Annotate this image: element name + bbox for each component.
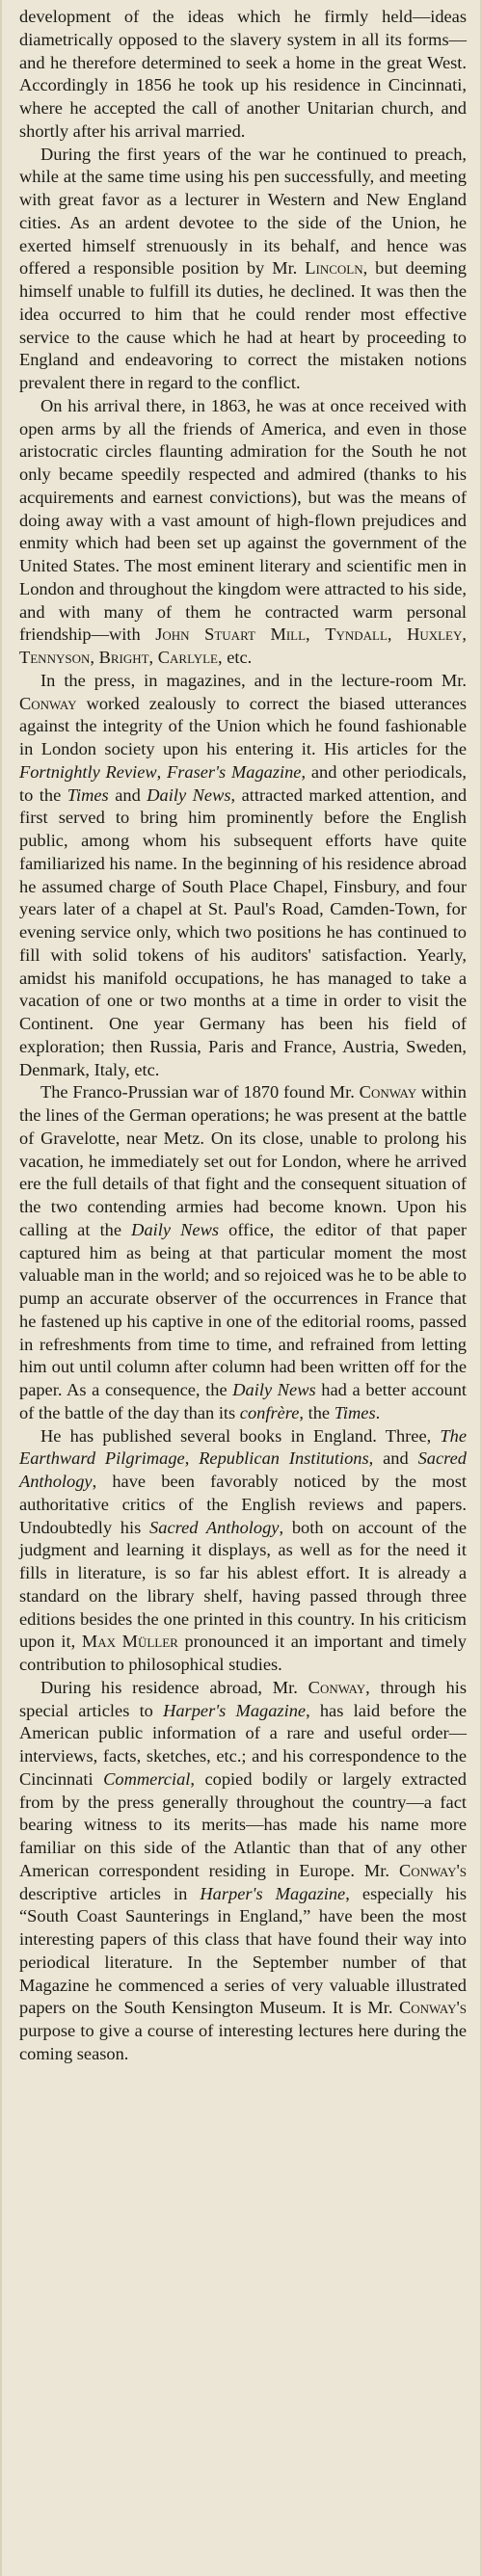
small-caps-name: Tyndall	[325, 624, 388, 645]
text-run: , have been favorably noticed by the most authoritative critics of the English reviews and papers. Undoubtedly his	[19, 1472, 467, 1537]
small-caps-name: Max Müller	[81, 1632, 178, 1652]
small-caps-name: Carlyle	[157, 648, 218, 667]
text-run: purpose to give a course of interesting lectures here during the coming season.	[19, 2021, 467, 2063]
article-paragraph	[19, 395, 467, 670]
text-run: , and	[368, 1448, 418, 1469]
italic-title: Daily News	[131, 1219, 220, 1239]
article-paragraph	[19, 1425, 467, 1677]
text-run: ,	[462, 624, 467, 645]
text-run: , attracted marked attention, and first served to bring him prominently before the English public, among whom his subsequent efforts have quite familiarized his name. In the beginning of his residence abroad he assumed charge of South Place Chapel, Finsbury, and four years later of a chapel at St. Paul's Road, Camden-Town, for evening service only, which two positions he has continued to fill with solid tokens of his auditors' satisfaction. Yearly, amidst his manifold occupations, he has managed to take a vacation of one or two months at a time in order to visit the Continent. One year Germany has been his field of exploration; then Russia, Paris and France, Austria, Sweden, Denmark, Italy, etc.	[19, 784, 468, 1079]
text-run: and	[108, 784, 147, 805]
italic-title: The Earthward Pilgrimage	[19, 1425, 467, 1469]
article-paragraph	[19, 670, 467, 1082]
italic-title: Harper's Magazine	[163, 1700, 307, 1720]
text-run: within the lines of the German operations; he was present at the battle of Gravelotte, near Metz. On its close, unable to prolong his vacation, he immediately set out for London, where he arrived ere the full details of that fight and the consequent situation of the two contending armies had become known. Upon his calling at the	[19, 1082, 467, 1239]
italic-title: Harper's Magazine	[200, 1883, 346, 1903]
text-run: , copied bodily or largely extracted from by the press generally throughout the country—a fact bearing witness to its merits—has made his name more familiar on this side of the Atlantic than that of any other American correspondent residing in Europe. Mr.	[19, 1768, 467, 1880]
text-run: ,	[148, 648, 158, 667]
text-run: The Franco-Prussian war of 1870 found Mr.	[40, 1082, 360, 1102]
italic-title: Daily News	[232, 1380, 316, 1399]
small-caps-name: Lincoln	[305, 258, 363, 279]
small-caps-name: Conway's	[399, 1998, 467, 2018]
italic-title: Sacred Anthology	[149, 1517, 280, 1537]
text-run: During the first years of the war he continued to preach, while at the same time using his pen successfully, and meeting with great favor as a lecturer in Western and New England cities. As an ardent devotee to the side of the Union, he exerted himself strenuously in its behalf, and hence was offered a responsible position by Mr.	[19, 144, 467, 279]
text-run: .	[375, 1402, 381, 1422]
small-caps-name: Conway's	[399, 1860, 467, 1880]
text-run: , the	[299, 1402, 335, 1422]
italic-title: Fortnightly Review	[19, 761, 157, 782]
text-run: office, the editor of that paper captured him as being at that particular moment the most valuable man in the world; and so rejoiced was he to be able to pump an accurate observer of the occurrences in France that he fastened up his captive in one of the editorial rooms, passed in refreshments from time to time, and refrained from letting him out until column after column had been written off for the paper. As a consequence, the	[19, 1219, 468, 1399]
text-run: pronounced it an important and timely contribution to philosophical studies.	[19, 1632, 467, 1674]
small-caps-name: Conway	[359, 1082, 417, 1102]
small-caps-name: Conway	[308, 1677, 366, 1697]
italic-title: Daily News	[147, 784, 231, 805]
text-run: In the press, in magazines, and in the lecture-room Mr.	[40, 670, 467, 690]
small-caps-name: Conway	[19, 693, 77, 713]
text-run: , has laid before the American public information of a rare and useful order—interviews, facts, sketches, etc.; and his correspondence to the Cincinnati	[19, 1700, 467, 1789]
italic-title: Sacred Anthology	[19, 1448, 467, 1491]
text-run: On his arrival there, in 1863, he was at once received with open arms by all the friends of America, and even in those aristocratic circles flaunting admiration for the South he not only became speedily respected and admired (thanks to his acquirements and earnest convictions), but was the means of doing away with a vast amount of high-flown prejudices and enmity which had been set up against the government of the United States. The most eminent literary and scientific men in London and throughout the kingdom were attracted to his side, and with many of them he contracted warm personal friendship—with	[19, 395, 467, 645]
article-paragraph	[19, 144, 467, 395]
italic-title: Republican Institutions	[199, 1448, 369, 1469]
text-run: ,	[387, 624, 408, 645]
article-paragraph	[19, 1081, 467, 1424]
text-run: ,	[306, 624, 326, 645]
text-run: had a better account of the battle of the day than its	[19, 1380, 468, 1422]
italic-title: Fraser's Magazine	[167, 761, 302, 782]
text-run: development of the ideas which he firmly held—ideas diametrically opposed to the slavery system in all its forms—and he therefore determined to seek a home in the great West. Accordingly in 1856 he took up his residence in Cincinnati, where he accepted the call of another Unitarian church, and shortly after his arrival married.	[19, 7, 467, 141]
italic-title: Times	[67, 784, 109, 805]
text-run: ,	[184, 1448, 200, 1469]
text-run: During his residence abroad, Mr.	[40, 1677, 308, 1697]
text-run: , and other periodicals, to the	[19, 761, 467, 805]
italic-title: Times	[334, 1402, 376, 1422]
text-run: ,	[156, 761, 168, 782]
text-run: , especially his “South Coast Saunterings in England,” have been the most interesting papers of this class that have found their way into periodical literature. In the September number of that Magazine he commenced a series of very valuable illustrated papers on the South Kensington Museum. It is Mr.	[19, 1883, 467, 2018]
small-caps-name: Tennyson	[19, 648, 91, 667]
text-run: descriptive articles in	[19, 1883, 201, 1903]
text-run: ,	[90, 648, 99, 667]
article-paragraph	[19, 6, 467, 144]
text-run: , but deeming himself unable to fulfill its duties, he declined. It was then the idea occurred to him that he could render most effective service to the cause which he had at heart by proceeding to England and endeavoring to correct the mistaken notions prevalent there in regard to the conflict.	[19, 258, 467, 392]
italic-title: confrère	[239, 1402, 300, 1422]
small-caps-name: John Stuart Mill	[155, 624, 307, 645]
text-run: , etc.	[218, 648, 253, 667]
small-caps-name: Huxley	[407, 624, 463, 645]
text-run: He has published several books in England. Three,	[40, 1425, 441, 1446]
italic-title: Commercial	[103, 1768, 191, 1789]
article-paragraph	[19, 1677, 467, 2066]
text-run: , through his special articles to	[19, 1677, 467, 1720]
text-run: worked zealously to correct the biased utterances against the integrity of the Union which he found fashionable in London society upon his entering it. His articles for the	[19, 693, 467, 758]
text-run: , both on account of the judgment and learning it displays, as well as for the need it fills in literature, is so far his ablest effort. It is already a standard on the library shelf, having passed through three editions besides the one printed in this country. In his criticism upon it,	[19, 1517, 467, 1652]
article-column	[19, 6, 467, 2066]
small-caps-name: Bright	[98, 648, 149, 667]
